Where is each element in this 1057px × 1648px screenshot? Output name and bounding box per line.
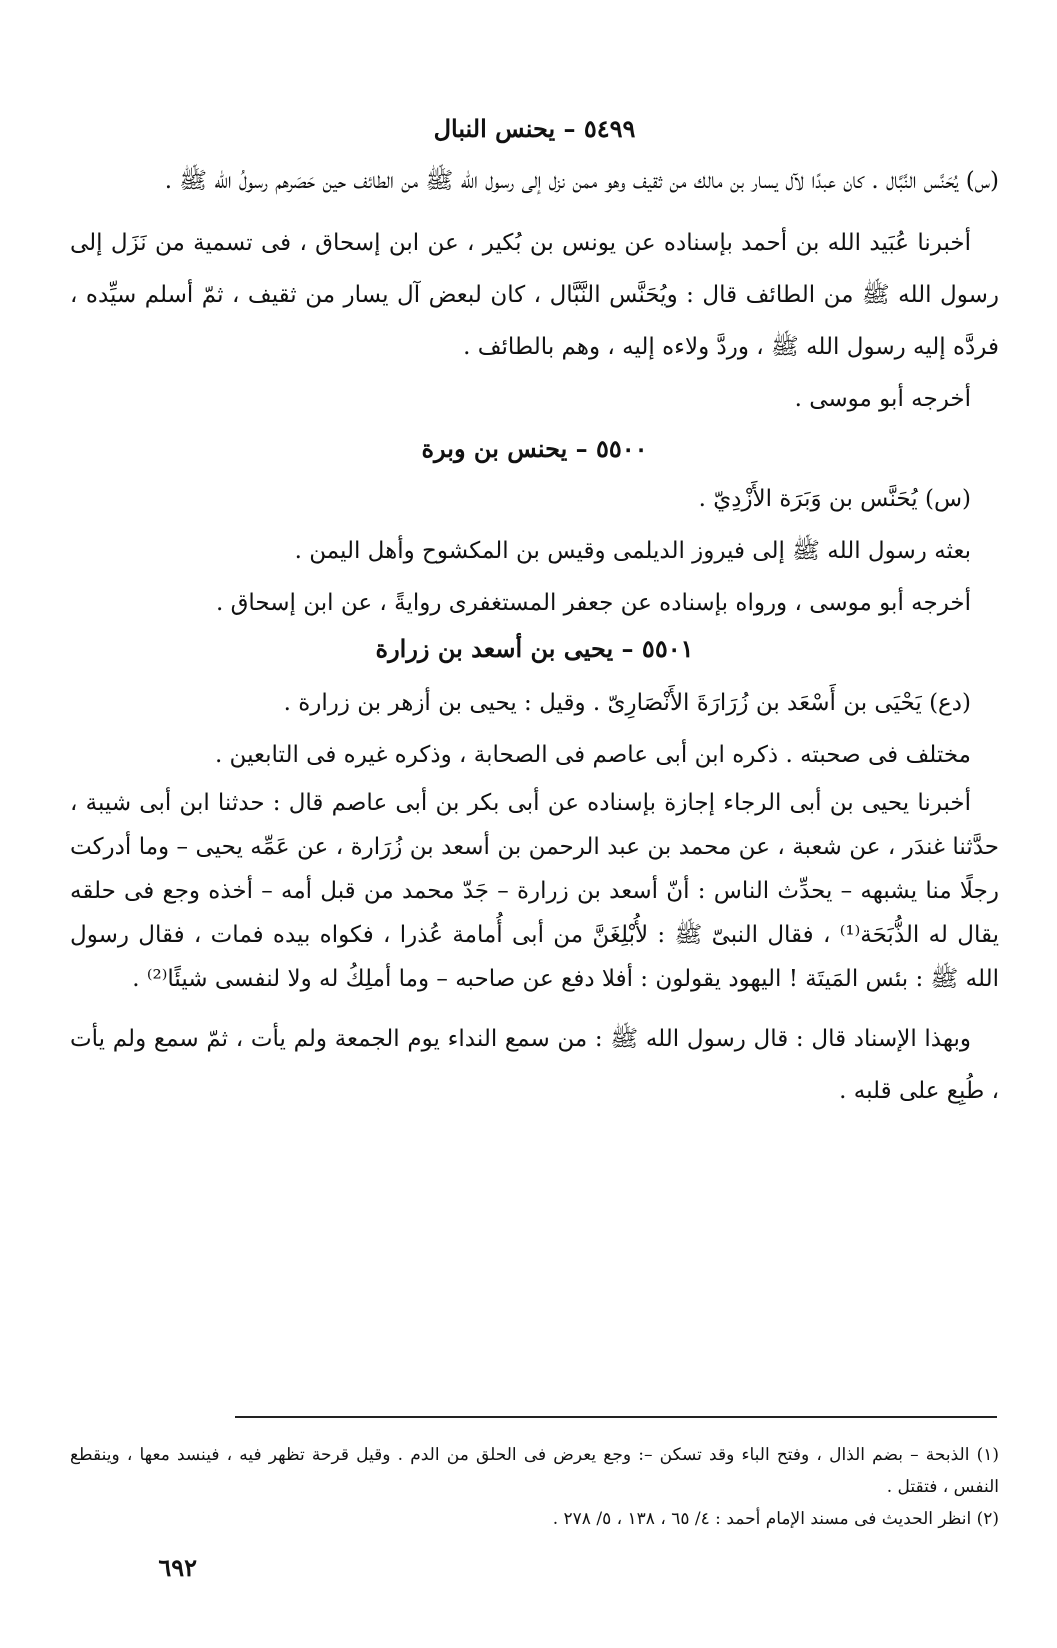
- entry-5501-paragraph-4: وبهذا الإسناد قال : قال رسول الله ﷺ : من سمع النداء يوم الجمعة ولم يأت ، ثمّ سمع ولم يأت ، طُبِع على قلبه .: [70, 1026, 999, 1104]
- footnote-2: (٢) انظر الحديث فى مسند الإمام أحمد : ٤/ ٦٥ ، ١٣٨ ، ٥/ ٢٧٨ .: [552, 1509, 999, 1529]
- entry-heading-5501: ٥٥٠١ – يحيى بن أسعد بن زرارة: [375, 634, 694, 663]
- entry-heading-5500: ٥٥٠٠ – يحنس بن وبرة: [421, 434, 648, 463]
- footnotes: [70, 1439, 999, 1535]
- entry-5500-paragraph-3: أخرجه أبو موسى ، ورواه بإسناده عن جعفر المستغفرى روايةً ، عن ابن إسحاق .: [215, 590, 971, 616]
- entry-5499-paragraph-2: أخبرنا عُبَيد الله بن أحمد بإسناده عن يونس بن بُكير ، عن ابن إسحاق ، فى تسمية من نَزَل إلى رسول الله ﷺ من الطائف قال : ويُحَنَّس النَّبَّال ، كان لبعض آل يسار من ثقيف ، ثمّ أسلم سيِّده ، فردَّه إليه رسول الله ﷺ ، وردَّ ولاءه إليه ، وهم بالطائف .: [70, 230, 999, 360]
- entry-heading-5499: ٥٤٩٩ – يحنس النبال: [433, 114, 636, 143]
- entry-5499-paragraph-3: أخرجه أبو موسى .: [794, 386, 971, 412]
- entry-5501-paragraph-1: (دع) يَحْيَى بن أَسْعَد بن زُرَارَةَ الأَنْصَارِىّ . وقيل : يحيى بن أزهر بن زرارة .: [283, 690, 971, 716]
- document-page: [0, 113, 1057, 1648]
- entry-5500-paragraph-1: (س) يُحَنَّس بن وَبَرَة الأَزْدِيّ .: [698, 486, 971, 512]
- entry-5499-paragraph-1: (س) يُحَنَّس النَّبَّال . كان عبدًا لآل يسار بن مالك من ثقيف وهو ممن نزل إلى رسول الله ﷺ من الطائف حين حَصَرهم رسولُ الله ﷺ .: [164, 168, 999, 194]
- footnote-1: (١) الذبحة – بضم الذال ، وفتح الباء وقد تسكن –: وجع يعرض فى الحلق من الدم . وقيل قرحة تظهر فيه ، فينسد معها ، وينقطع النفس ، فتقتل .: [70, 1445, 999, 1497]
- entry-5501-paragraph-3: أخبرنا يحيى بن أبى الرجاء إجازة بإسناده عن أبى بكر بن أبى عاصم قال : حدثنا ابن أبى شيبة ، حدَّثنا غندَر ، عن شعبة ، عن محمد بن عبد الرحمن بن أسعد بن زُرَارة ، عن عَمِّه يحيى – وما أدركت رجلًا منا يشبهه – يحدِّث الناس : أنّ أسعد بن زرارة – جَدّ محمد من قبل أمه – أخذه وجع فى حلقه يقال له الذُّبَحَة⁽¹⁾ ، فقال النبىّ ﷺ : لأُبْلِغَنَّ من أبى أُمامة عُذرا ، فكواه بيده فمات ، فقال رسول الله ﷺ : بئس المَيتَة ! اليهود يقولون : أفلا دفع عن صاحبه – وما أملِكُ له ولا لنفسى شيئًا⁽²⁾ .: [70, 790, 999, 992]
- entry-5501-paragraph-2: مختلف فى صحبته . ذكره ابن أبى عاصم فى الصحابة ، وذكره غيره فى التابعين .: [214, 742, 971, 768]
- entry-5500-paragraph-2: بعثه رسول الله ﷺ إلى فيروز الديلمى وقيس بن المكشوح وأهل اليمن .: [294, 538, 971, 564]
- footnote-divider: [235, 1416, 997, 1418]
- page-number: ٦٩٢: [158, 1553, 197, 1582]
